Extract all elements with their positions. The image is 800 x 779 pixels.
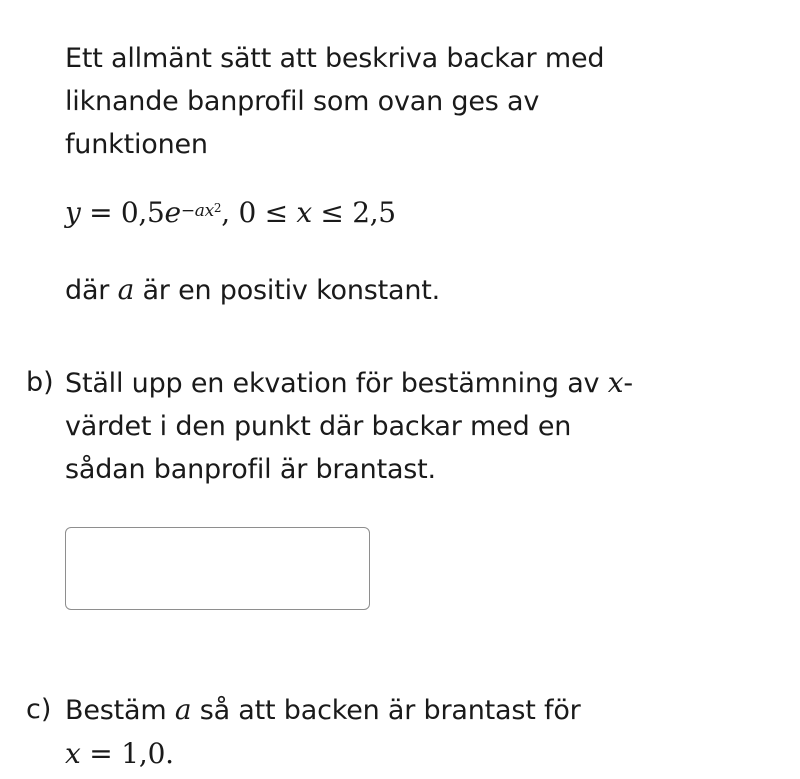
formula-exp-a: a — [194, 201, 205, 221]
part-c-line-1-suffix: så att backen är brantast för — [191, 695, 581, 726]
function-formula — [65, 196, 396, 229]
formula-equals-coef: = 0,5 — [80, 196, 165, 229]
part-b-label: b) — [26, 367, 54, 398]
intro-line-1: Ett allmänt sätt att beskriva backar med — [65, 43, 605, 74]
part-c-var-x: x — [65, 737, 81, 770]
formula-e: e — [164, 196, 181, 229]
where-prefix: där — [65, 275, 118, 306]
formula-comma-zero: , 0 ≤ — [221, 196, 297, 229]
part-c-line-2-rest: = 1,0. — [80, 737, 174, 770]
part-b-line-1-text: Ställ upp en ekvation för bestämning av — [65, 368, 608, 399]
part-c-var-a: a — [174, 693, 192, 726]
part-c-question — [65, 688, 665, 775]
intro-paragraph — [65, 37, 665, 166]
where-suffix: är en positiv konstant. — [134, 275, 441, 306]
formula-upper: ≤ 2,5 — [311, 196, 396, 229]
part-b-line-3: sådan banprofil är brantast. — [65, 454, 436, 485]
part-b-line-2: värdet i den punkt där backar med en — [65, 411, 572, 442]
formula-x: x — [296, 196, 312, 229]
part-c-line-2 — [65, 732, 665, 775]
part-b-answer-input[interactable] — [65, 527, 370, 610]
where-var-a: a — [117, 273, 135, 306]
formula-exp-x: x — [204, 201, 214, 221]
intro-line-2: liknande banprofil som ovan ges av — [65, 86, 540, 117]
part-b-line-1 — [65, 361, 665, 405]
where-paragraph — [65, 268, 665, 312]
part-b-var-x: x — [607, 366, 624, 399]
formula-exp-minus: − — [180, 201, 195, 221]
part-c-line-1 — [65, 688, 665, 732]
part-c-label: c) — [26, 694, 52, 725]
part-b-question — [65, 361, 665, 491]
formula-exponent — [181, 201, 221, 221]
part-c-line-1-prefix: Bestäm — [65, 695, 175, 726]
intro-line-3: funktionen — [65, 129, 208, 160]
part-b-dash: - — [623, 368, 633, 399]
formula-y: y — [65, 196, 81, 229]
formula-exp-power: 2 — [213, 201, 222, 215]
